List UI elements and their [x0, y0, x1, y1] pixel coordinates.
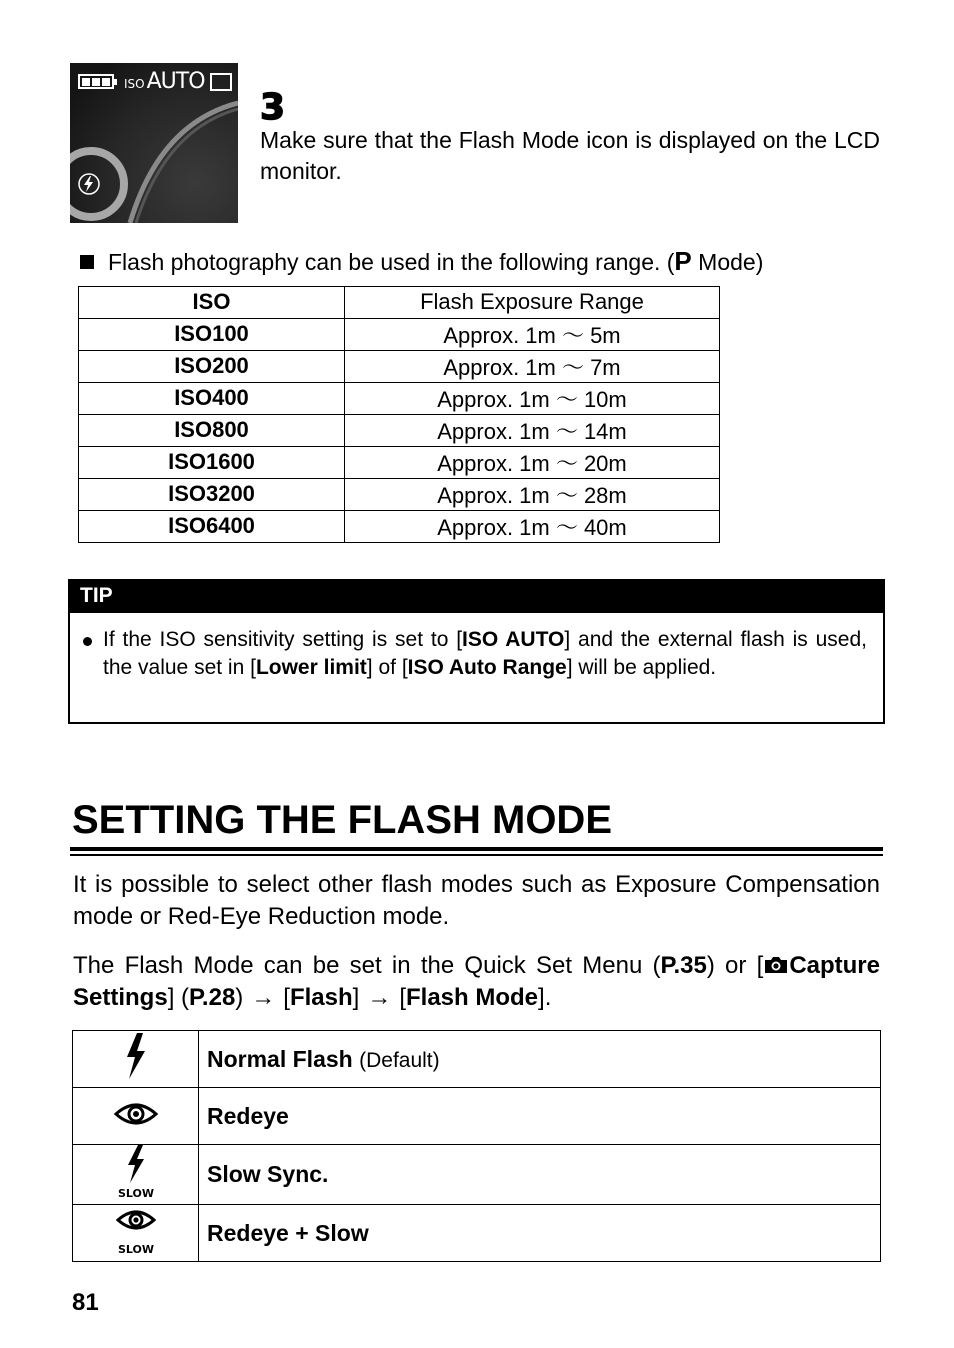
step-text: Make sure that the Flash Mode icon is displayed on the LCD monitor.: [260, 127, 880, 184]
title-rule: [70, 847, 883, 851]
lcd-preview: [70, 63, 238, 223]
range-cell: Approx. 1m ～ 14m: [345, 414, 720, 446]
p-mode-icon: P: [674, 246, 692, 276]
intro-paragraph: It is possible to select other flash modes such as Exposure Compensation mode or Red-Eye Reduction mode.: [73, 871, 880, 930]
table-row: [79, 318, 720, 350]
step-number-text: 3: [260, 90, 286, 122]
table-row: [73, 1031, 881, 1088]
range-cell: Approx. 1m ～ 40m: [345, 510, 720, 542]
page-number: 81: [72, 1289, 99, 1316]
arrow-right-icon: →: [367, 984, 392, 1011]
iso-cell: ISO1600: [79, 446, 345, 478]
table-row: [73, 1205, 881, 1262]
table-row: [73, 1145, 881, 1205]
iso-cell: ISO6400: [79, 510, 345, 542]
square-bullet-icon: [80, 255, 94, 269]
slow-label: SLOW: [117, 1187, 154, 1199]
range-cell: Approx. 1m ～ 10m: [345, 382, 720, 414]
tip-body: If the ISO sensitivity setting is set to [ISO AUTO] and the external flash is used, the value set in [Lower limit] of [ISO Auto Range] will be applied.: [70, 613, 883, 682]
iso-cell: ISO800: [79, 414, 345, 446]
slow-label: SLOW: [117, 1242, 154, 1256]
flash-icon: [123, 1033, 149, 1081]
header-iso: ISO: [79, 287, 345, 319]
mode-label: Redeye: [199, 1088, 881, 1145]
navigation-paragraph: The Flash Mode can be set in the Quick Set Menu (P.35) or [ Capture Settings] (P.28) → [Flash] → [Flash Mode].: [73, 950, 880, 1014]
iso-range-table: [78, 286, 720, 543]
page-ref-link[interactable]: P.28: [189, 984, 236, 1011]
camera-icon: [763, 955, 789, 975]
lcd-iso-readout: ISOAUTO: [124, 69, 205, 94]
step-number: [260, 90, 300, 122]
menu-flash: Flash: [289, 984, 353, 1011]
title-rule-thin: [70, 854, 883, 856]
range-note: Flash photography can be used in the following range. (P Mode): [80, 246, 763, 277]
frame-icon: [210, 73, 232, 91]
page-ref-link[interactable]: P.35: [660, 952, 707, 979]
table-row: [79, 350, 720, 382]
range-cell: Approx. 1m ～ 20m: [345, 446, 720, 478]
arrow-right-icon: →: [251, 984, 276, 1011]
range-cell: Approx. 1m ～ 7m: [345, 350, 720, 382]
iso-cell: ISO3200: [79, 478, 345, 510]
header-range: Flash Exposure Range: [345, 287, 720, 319]
menu-flash-mode: Flash Mode: [406, 984, 539, 1011]
mode-label: Slow Sync.: [199, 1145, 881, 1205]
table-header-row: [79, 287, 720, 319]
iso-cell: ISO100: [79, 318, 345, 350]
range-cell: Approx. 1m ～ 28m: [345, 478, 720, 510]
range-cell: Approx. 1m ～ 5m: [345, 318, 720, 350]
section-title: SETTING THE FLASH MODE: [72, 798, 612, 842]
tip-box: [68, 579, 885, 724]
battery-icon: [78, 74, 114, 89]
flash-icon: [78, 173, 100, 195]
redeye-slow-icon: [114, 1206, 158, 1256]
menu-capture-settings: Capture Settings: [73, 952, 880, 1011]
bullet-icon: [83, 637, 92, 646]
redeye-icon: [113, 1098, 159, 1130]
table-row: [79, 510, 720, 542]
table-row: [73, 1088, 881, 1145]
table-row: [79, 382, 720, 414]
table-row: [79, 414, 720, 446]
mode-label: Normal Flash (Default): [199, 1031, 881, 1088]
flash-mode-table: [72, 1030, 881, 1262]
table-row: [79, 446, 720, 478]
mode-label: Redeye + Slow: [199, 1205, 881, 1262]
iso-cell: ISO200: [79, 350, 345, 382]
tip-heading: TIP: [70, 581, 883, 613]
table-row: [79, 478, 720, 510]
iso-cell: ISO400: [79, 382, 345, 414]
flash-slow-icon: [116, 1145, 156, 1199]
